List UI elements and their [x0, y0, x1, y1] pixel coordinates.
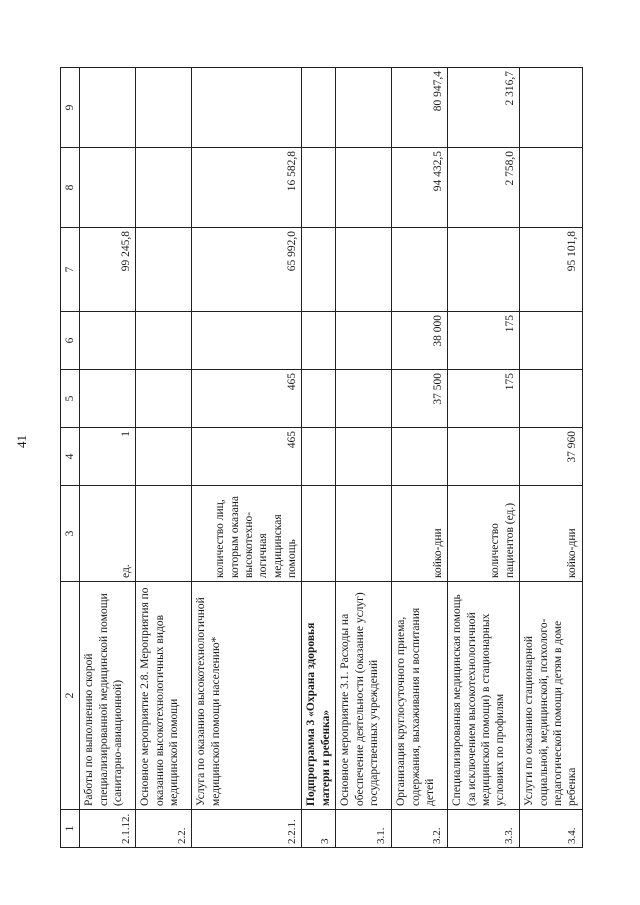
- value-cell: [392, 428, 448, 486]
- table-row: [192, 68, 302, 848]
- value-cell: 175: [448, 370, 520, 428]
- row-name: Организация круглосуточного приема, содержания, выхаживания и воспитания детей: [392, 582, 448, 810]
- value-cell: [192, 68, 302, 148]
- rotated-table-container: [60, 68, 640, 848]
- value-cell: 2 758,0: [448, 148, 520, 228]
- row-code: 3.1.: [336, 810, 392, 848]
- row-unit: койко-дни: [392, 486, 448, 582]
- table-row: [520, 68, 583, 848]
- value-cell: 2 316,7: [448, 68, 520, 148]
- value-cell: [136, 228, 192, 312]
- row-unit: [302, 486, 336, 582]
- table-row: [392, 68, 448, 848]
- value-cell: [136, 148, 192, 228]
- value-cell: 37 500: [392, 370, 448, 428]
- value-cell: 65 992,0: [192, 228, 302, 312]
- row-name: Работы по выполнению скорой специализированной медицинской помощи (санитарно-авиационной): [80, 582, 136, 810]
- header-row: [61, 68, 80, 848]
- value-cell: [520, 148, 583, 228]
- row-name: Специализированная медицинская помощь (за исключением высокотехнологичной медицинской помощи) в стационарных условиях по профилям: [448, 582, 520, 810]
- value-cell: [520, 312, 583, 370]
- value-cell: [302, 428, 336, 486]
- value-cell: 175: [448, 312, 520, 370]
- column-header: 1: [61, 810, 80, 848]
- table-row: [136, 68, 192, 848]
- value-cell: [336, 68, 392, 148]
- value-cell: [136, 370, 192, 428]
- value-cell: [336, 370, 392, 428]
- row-unit: количество пациентов (ед.): [448, 486, 520, 582]
- value-cell: 16 582,8: [192, 148, 302, 228]
- value-cell: [80, 312, 136, 370]
- value-cell: [392, 228, 448, 312]
- value-cell: 94 432,5: [392, 148, 448, 228]
- value-cell: [80, 68, 136, 148]
- column-header: 2: [61, 582, 80, 810]
- column-header: 6: [61, 312, 80, 370]
- row-name: Услуга по оказанию высокотехнологичной медицинской помощи населению*: [192, 582, 302, 810]
- column-header: 5: [61, 370, 80, 428]
- column-header: 7: [61, 228, 80, 312]
- value-cell: 465: [192, 428, 302, 486]
- table-row: [80, 68, 136, 848]
- column-header: 4: [61, 428, 80, 486]
- value-cell: 80 947,4: [392, 68, 448, 148]
- row-unit: количество лиц, которым оказана высокотехно-логичная медицинская помощь: [192, 486, 302, 582]
- value-cell: [136, 312, 192, 370]
- value-cell: [302, 228, 336, 312]
- row-code: 3.4.: [520, 810, 583, 848]
- value-cell: [302, 148, 336, 228]
- value-cell: [302, 312, 336, 370]
- value-cell: [448, 428, 520, 486]
- row-unit: койко-дни: [520, 486, 583, 582]
- value-cell: [136, 428, 192, 486]
- value-cell: 95 101,8: [520, 228, 583, 312]
- row-code: 3.3.: [448, 810, 520, 848]
- table-row: [336, 68, 392, 848]
- value-cell: [336, 228, 392, 312]
- value-cell: [448, 228, 520, 312]
- row-name: Подпрограмма 3 «Охрана здоровья матери и ребенка»: [302, 582, 336, 810]
- table-row: [302, 68, 336, 848]
- value-cell: [136, 68, 192, 148]
- row-unit: [336, 486, 392, 582]
- value-cell: [302, 68, 336, 148]
- row-unit: ед.: [80, 486, 136, 582]
- column-header: 9: [61, 68, 80, 148]
- row-name: Услуги по оказанию стационарной социальной, медицинской, психолого-педагогической помощи детям в доме ребенка: [520, 582, 583, 810]
- table-body: [80, 68, 582, 848]
- row-name: Основное мероприятие 3.1. Расходы на обеспечение деятельности (оказание услуг) государственных учреждений: [336, 582, 392, 810]
- value-cell: 465: [192, 370, 302, 428]
- value-cell: 38 000: [392, 312, 448, 370]
- value-cell: [192, 312, 302, 370]
- value-cell: [336, 428, 392, 486]
- value-cell: [336, 312, 392, 370]
- value-cell: 99 245,8: [80, 228, 136, 312]
- row-code: 2.2.: [136, 810, 192, 848]
- table-row: [448, 68, 520, 848]
- row-code: 3: [302, 810, 336, 848]
- column-header: 3: [61, 486, 80, 582]
- row-code: 2.2.1.: [192, 810, 302, 848]
- value-cell: [336, 148, 392, 228]
- value-cell: [520, 370, 583, 428]
- program-table: [60, 67, 583, 848]
- value-cell: [80, 148, 136, 228]
- row-name: Основное мероприятие 2.8. Мероприятия по оказанию высокотехнологичных видов медицинской помощи: [136, 582, 192, 810]
- value-cell: 1: [80, 428, 136, 486]
- value-cell: [302, 370, 336, 428]
- value-cell: [520, 68, 583, 148]
- value-cell: [80, 370, 136, 428]
- row-code: 2.1.12.: [80, 810, 136, 848]
- row-unit: [136, 486, 192, 582]
- column-header: 8: [61, 148, 80, 228]
- row-code: 3.2.: [392, 810, 448, 848]
- page-number: 41: [14, 435, 29, 448]
- value-cell: 37 960: [520, 428, 583, 486]
